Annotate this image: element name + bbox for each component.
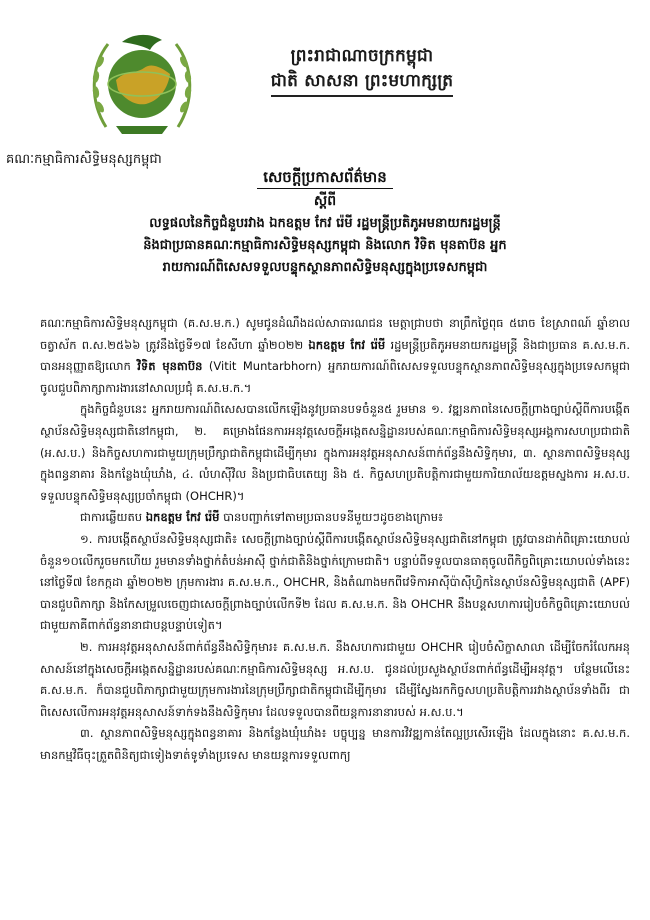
paragraph-text: គណៈកម្មាធិការសិទ្ធិមនុស្សកម្ពុជា (គ.ស.ម.ក.) សូមជូនដំណឹងដល់សាធារណជន មេត្តាជ្រាបថា នាព្រឹកថ្ងៃពុធ ៥រោច ខែស្រាពណ៍ ឆ្នាំខាល ចត្វាស័ក ព.ស.២៥៦៦ ត្រូវនឹងថ្ងៃទី១៧ ខែសីហា ឆ្នាំ២០២២ — [40, 316, 630, 352]
document-body — [40, 313, 630, 766]
organization-name: គណៈកម្មាធិការសិទ្ធិមនុស្សកម្ពុជា — [6, 152, 162, 167]
kingdom-title: ព្រះរាជាណាចក្រកម្ពុជា — [290, 46, 434, 66]
committee-emblem-logo — [86, 22, 198, 142]
body-paragraph — [40, 399, 630, 507]
document-title: សេចក្តីប្រកាសព័ត៌មាន — [257, 166, 393, 189]
subject-line: និងជាប្រធានគណៈកម្មាធិការសិទ្ធិមនុស្សកម្ពុជា និងលោក វិទិត មុនតាប៊ន អ្នក — [143, 238, 507, 253]
paragraph-text: រដ្ឋមន្ត្រីប្រតិភូអមនាយករដ្ឋមន្ត្រី និងជាប្រធាន គ.ស.ម.ក. បានអនុញ្ញាតឱ្យលោក — [40, 337, 630, 374]
bold-name: ឯកឧត្តម កែវ រ៉េមី — [145, 510, 220, 525]
document-subject — [22, 213, 628, 279]
paragraph-text: ក្នុងកិច្ចជំនួបនេះ អ្នករាយការណ៍ពិសេសបានលើកឡើងនូវប្រធានបទចំនួន៥ រួមមាន ១. វឌ្ឍនភាពនៃសេចក្តីព្រាងច្បាប់ស្តីពីការបង្កើតស្ថាប័នសិទ្ធិមនុស្សជាតិនៅកម្ពុជា, ២. គម្រោងផែនការអនុវត្តសេចក្តីអង្កេតសន្និដ្ឋានរបស់គណៈកម្មាធិការសិទ្ធិមនុស្សអង្គការសហប្រជាជាតិ (អ.ស.ប.) និងកិច្ចសហការជាមួយក្រុមប្រឹក្សាជាតិកម្ពុជាដើម្បីកុមារ ក្នុងការអនុវត្តអនុសាសន៍ពាក់ព័ន្ធនឹងសិទ្ធិកុមារ, ៣. ស្ថានភាពសិទ្ធិមនុស្សក្នុងពន្ធនាគារ និងកន្លែងឃុំឃាំង, ៤. លំហស៊ីវិល និងប្រជាធិបតេយ្យ និង ៥. កិច្ចសហប្រតិបត្តិការជាមួយការិយាល័យឧត្តមស្នងការ អ.ស.ប. ទទួលបន្ទុកសិទ្ធិមនុស្សប្រចាំកម្ពុជា (OHCHR)។ — [40, 402, 630, 503]
bold-name: វិទិត មុនតាប៊ន — [137, 359, 203, 374]
subject-line: លទ្ធផលនៃកិច្ចជំនួបរវាង ឯកឧត្តម កែវ រ៉េមី រដ្ឋមន្ត្រីប្រតិភូអមនាយករដ្ឋមន្ត្រី — [149, 216, 501, 231]
paragraph-text: ២. ការអនុវត្តអនុសាសន៍ពាក់ព័ន្ធនឹងសិទ្ធិកុមារ៖ គ.ស.ម.ក. នឹងសហការជាមួយ OHCHR រៀបចំសិក្ខាសាលា ដើម្បីចែករំលែកអនុសាសន៍នៅក្នុងសេចក្តីអង្កេតសន្និដ្ឋានរបស់គណៈកម្មាធិការសិទ្ធិមនុស្ស អ.ស.ប. ជូនដល់ប្រសួងស្ថាប័នពាក់ព័ន្ធដើម្បីអនុវត្ត។ បន្ថែមលើនេះ គ.ស.ម.ក. ក៏បានជួបពិភាក្សាជាមួយក្រុមការងារនៃក្រុមប្រឹក្សាជាតិកម្ពុជាដើម្បីកុមារ ដើម្បីស្វែងរកកិច្ចសហប្រតិបត្តិការរវាងស្ថាប័នទាំងពីរ ជាពិសេសលើការអនុវត្តអនុសាសន៍ទាក់ទងនឹងសិទ្ធិកុមារ ដែលទទួលបានពីយន្តការនានារបស់ អ.ស.ប.។ — [40, 639, 630, 719]
body-paragraph — [40, 529, 630, 637]
paragraph-text: (Vitit Muntarbhorn) អ្នករាយការណ៍ពិសេសទទួលបន្ទុកស្ថានភាពសិទ្ធិមនុស្សក្នុងប្រទេសកម្ពុជា ចូលជួបពិភាក្សាការងារនៅសាលប្រជុំ គ.ស.ម.ក.។ — [40, 359, 630, 395]
document-about: ស្តីពី — [313, 193, 337, 209]
paragraph-text: ជាការឆ្លើយតប — [80, 510, 146, 525]
subject-line: រាយការណ៍ពិសេសទទួលបន្ទុកស្ថានភាពសិទ្ធិមនុស្សក្នុងប្រទេសកម្ពុជា — [162, 260, 488, 275]
paragraph-text: បានបញ្ជាក់ទៅតាមប្រធានបទនីមួយៗដូចខាងក្រោម៖ — [219, 510, 444, 525]
kingdom-header — [232, 44, 492, 97]
body-paragraph — [40, 507, 630, 529]
paragraph-text: ៣. ស្ថានភាពសិទ្ធិមនុស្សក្នុងពន្ធនាគារ និងកន្លែងឃុំឃាំង៖ បច្ចុប្បន្ន មានការវិវឌ្ឍកាន់តែល្អប្រសើរឡើង ដែលក្នុងនោះ គ.ស.ម.ក. មានកម្មវិធីចុះត្រួតពិនិត្យជាទៀងទាត់ទូទាំងប្រទេស មានយន្តការទទួលពាក្យ — [40, 726, 630, 762]
bold-name: ឯកឧត្តម កែវ រ៉េមី — [308, 337, 386, 352]
body-paragraph — [40, 313, 630, 399]
body-paragraph — [40, 723, 630, 766]
national-motto: ជាតិ សាសនា ព្រះមហាក្សត្រ — [232, 69, 492, 97]
body-paragraph — [40, 637, 630, 723]
paragraph-text: ១. ការបង្កើតស្ថាប័នសិទ្ធិមនុស្សជាតិ៖ សេចក្តីព្រាងច្បាប់ស្តីពីការបង្កើតស្ថាប័នសិទ្ធិមនុស្សជាតិនៅកម្ពុជា ត្រូវបានដាក់ពិគ្រោះយោបល់ចំនួន១០លើករួចមកហើយ រួមមានទាំងថ្នាក់តំបន់អាស៊ី ថ្នាក់ជាតិនិងថ្នាក់ក្រោមជាតិ។ បន្ទាប់ពីទទួលបានធាតុចូលពីកិច្ចពិគ្រោះយោបល់ទាំងនេះ នៅថ្ងៃទី៧ ខែកក្កដា ឆ្នាំ២០២២ ក្រុមការងារ គ.ស.ម.ក., OHCHR, និងតំណាងមកពីវេទិកាអាស៊ីប៉ាស៊ីហ្វិកនៃស្ថាប័នសិទ្ធិមនុស្សជាតិ (APF) បានជួបពិភាក្សា និងកែសម្រួលចេញជាសេចក្តីព្រាងច្បាប់លើកទី២ ដែល គ.ស.ម.ក. និង OHCHR នឹងបន្តសហការរៀបចំកិច្ចពិគ្រោះយោបល់ជាមួយភាគីពាក់ព័ន្ធនានាជាបន្តបន្ទាប់ទៀត។ — [40, 531, 630, 633]
title-block — [22, 166, 628, 279]
